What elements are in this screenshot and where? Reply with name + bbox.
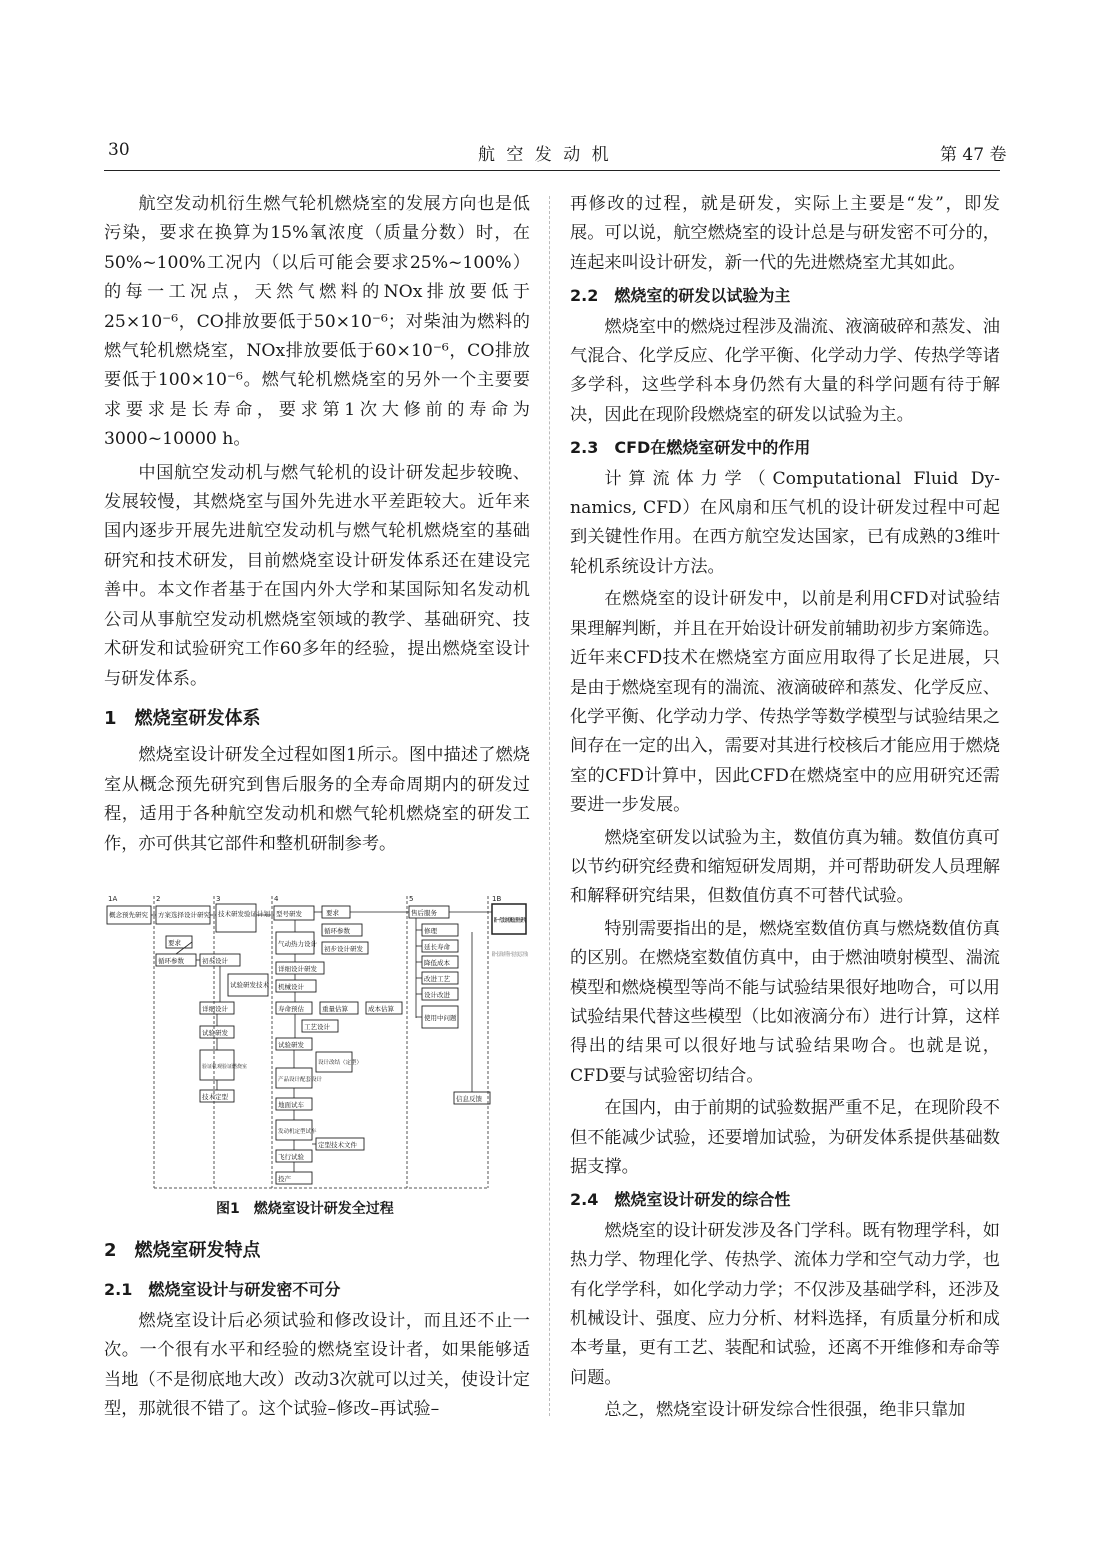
stage-label: 1A [108,895,118,903]
subsection-heading: 2.2 燃烧室的研发以试验为主 [570,286,791,306]
label: 概念预先研究 [109,911,148,919]
label: 详细设计研发 [278,965,317,973]
paragraph: 计算流体力学（Computational Fluid Dy-namics, CFD）在风扇和压气机的设计研发过程中可起到关键性作用。在西方航空发达国家，已有成熟的3维叶轮机系统设计方法。 [570,468,1000,577]
label: 重量估算 [322,1005,348,1013]
label: 详细设计 [202,1005,228,1013]
label: 方案选择设计研究 [158,911,210,919]
box-tech-plan [216,904,256,932]
label: 试验研发技术 [230,981,269,989]
section-heading: 2 燃烧室研发特点 [104,1240,261,1261]
label: 延长寿命 [424,943,450,951]
label: 定型技术文件 [318,1141,357,1149]
column-divider [549,196,550,1416]
subsection-heading: 2.1 燃烧室设计与研发密不可分 [104,1280,341,1300]
label: 降低成本 [424,959,450,967]
page-number: 30 [108,140,130,160]
label: 试验研发 [202,1029,228,1037]
label: 循环参数 [324,927,350,935]
subsection-heading: 2.4 燃烧室设计研发的综合性 [570,1190,791,1210]
label: 设计改结（定型） [318,1060,363,1066]
label: 验证机观验证燃烧室 [202,1064,248,1070]
volume-label: 第 47 卷 [940,145,1007,165]
label: 技术定型 [202,1093,228,1101]
stage-label: 1B [492,895,502,903]
paragraph: 在燃烧室的设计研发中，以前是利用CFD对试验结果理解判断，并且在开始设计研发前辅助初步方案筛选。近年来CFD技术在燃烧室方面应用取得了长足进展，只是由于燃烧室现有的湍流、液滴破碎和蒸发、化学反应、化学平衡、化学动力学、传热学等数学模型与试验结果之间存在一定的出入，需要对其进行校核后才能应用于燃烧室的CFD计算中，因此CFD在燃烧室中的应用研究还需要进一步发展。 [570,589,1000,816]
paragraph: 航空发动机衍生燃气轮机燃烧室的发展方向也是低污染，要求在换算为15%氧浓度（质量分数）时，在50%~100%工况内（以后可能会要求25%~100%）的每一工况点，天然气燃料的NOx排放要低于25×10⁻⁶，CO排放要低于50×10⁻⁶；对柴油为燃料的燃气轮机燃烧室，NOx排放要低于60×10⁻⁶，CO排放要低于100×10⁻⁶。燃气轮机燃烧室的另外一个主要要求要求是长寿命，要求第1次大修前的寿命为3000~10000 h。 [104,194,530,450]
left-column [104,190,530,859]
label: 投产 [278,1175,291,1183]
figure-caption: 图1 燃烧室设计研发全过程 [216,1201,394,1217]
label: 要求 [326,909,339,917]
paragraph: 燃烧室的设计研发涉及各门学科。既有物理学科，如热力学、物理化学、传热学、流体力学和空气动力学，也有化学学科，如化学动力学；不仅涉及基础学科，还涉及机械设计、强度、应力分析、材料选择，有质量分析和成本考量，更有工艺、装配和试验，还离不开维修和寿命等问题。 [570,1220,1000,1388]
paragraph: 中国航空发动机与燃气轮机的设计研发起步较晚、发展较慢，其燃烧室与国外先进水平差距较大。近年来国内逐步开展先进航空发动机与燃气轮机燃烧室的基础研究和技术研发，目前燃烧室设计研发体系还在建设完善中。本文作者基于在国内外大学和某国际知名发动机公司从事航空发动机燃烧室领域的教学、基础研究、技术研发和试验研究工作60多年的经验，提出燃烧室设计与研发体系。 [104,462,530,689]
paragraph: 燃烧室设计后必须试验和修改设计，而且还不止一次。一个很有水平和经验的燃烧室设计者，如果能够适当地（不是彻底地大改）改动3次就可以过关，使设计定型，那就很不错了。这个试验–修改–再试验– [104,1310,530,1420]
stage-label: 3 [216,895,221,903]
stage-label: 2 [156,895,161,903]
paragraph: 总之，燃烧室设计研发综合性很强，绝非只靠加 [604,1400,966,1421]
label: 试验研发 [278,1041,304,1049]
label: 地面试车 [278,1101,304,1109]
label: 气动热力设计 [278,940,317,948]
label: 机械设计 [278,983,304,991]
paragraph: 燃烧室中的燃烧过程涉及湍流、液滴破碎和蒸发、油气混合、化学反应、化学平衡、化学动力学、传热学等诸多学科，这些学科本身仍然有大量的科学问题有待于解决，因此在现阶段燃烧室的研发以试验为主。 [570,316,1000,425]
label: 循环参数 [158,957,184,965]
label: 改进工艺 [424,975,450,983]
label: 使用中问题 [424,1014,457,1022]
label: 成本估算 [368,1005,394,1013]
label: 初步设计研发 [324,945,363,953]
label: 要求 [168,939,181,947]
left-column-lower [104,1236,530,1424]
label: 型号研发 [276,910,302,918]
paragraph: 燃烧室设计研发全过程如图1所示。图中描述了燃烧室从概念预先研究到售后服务的全寿命周期内的研发过程，适用于各种航空发动机和燃气轮机燃烧室的研发工作，亦可供其它部件和整机研制参考。 [104,745,530,854]
label: 设计改进 [424,991,450,999]
paragraph: 特别需要指出的是，燃烧室数值仿真与燃烧数值仿真的区别。在燃烧室数值仿真中，由于燃油喷射模型、湍流模型和燃烧模型等尚不能与试验结果很好地吻合，可以用试验结果代替这些模型（比如液滴分布）进行计算，这样得出的结果可以很好地与试验结果吻合。也就是说，CFD要与试验密切结合。 [570,918,1000,1086]
paragraph: 燃烧室研发以试验为主，数值仿真为辅。数值仿真可以节约研究经费和缩短研发周期，并可帮助研发人员理解和解释研究结果，但数值仿真不可替代试验。 [570,827,1000,907]
label: 信息反馈 [456,1095,482,1103]
subsection-heading: 2.3 CFD在燃烧室研发中的作用 [570,438,811,458]
label: 新的一轮又开始 [492,952,530,958]
label: 售后服务 [411,909,437,917]
label: 新一代发动机 [494,918,528,924]
stage-label: 5 [409,895,414,903]
label: 产品设计配套设计 [278,1077,323,1083]
label: 寿命预估 [278,1005,304,1013]
figure-1 [104,892,530,1192]
label: 飞行试验 [278,1153,304,1161]
label: 初步设计 [202,957,228,965]
label: 修理 [424,927,437,935]
flowchart-diagram [104,892,530,1192]
header-rule [104,170,1000,171]
label: 工艺设计 [304,1023,330,1031]
stage-label: 4 [274,895,279,903]
paragraph: 再修改的过程，就是研发，实际上主要是“发”，即发展。可以说，航空燃烧室的设计总是与研发密不可分的，连起来叫设计研发，新一代的先进燃烧室尤其如此。 [570,194,1000,273]
section-heading: 1 燃烧室研发体系 [104,707,261,729]
journal-title: 航 空 发 动 机 [478,145,612,165]
label: 技术研发验证计划 [218,910,270,918]
paragraph: 在国内，由于前期的试验数据严重不足，在现阶段不但不能减少试验，还要增加试验，为研发体系提供基础数据支撑。 [570,1098,1000,1177]
right-column [570,190,1000,1426]
label: 发动机定型试车 [278,1129,317,1135]
